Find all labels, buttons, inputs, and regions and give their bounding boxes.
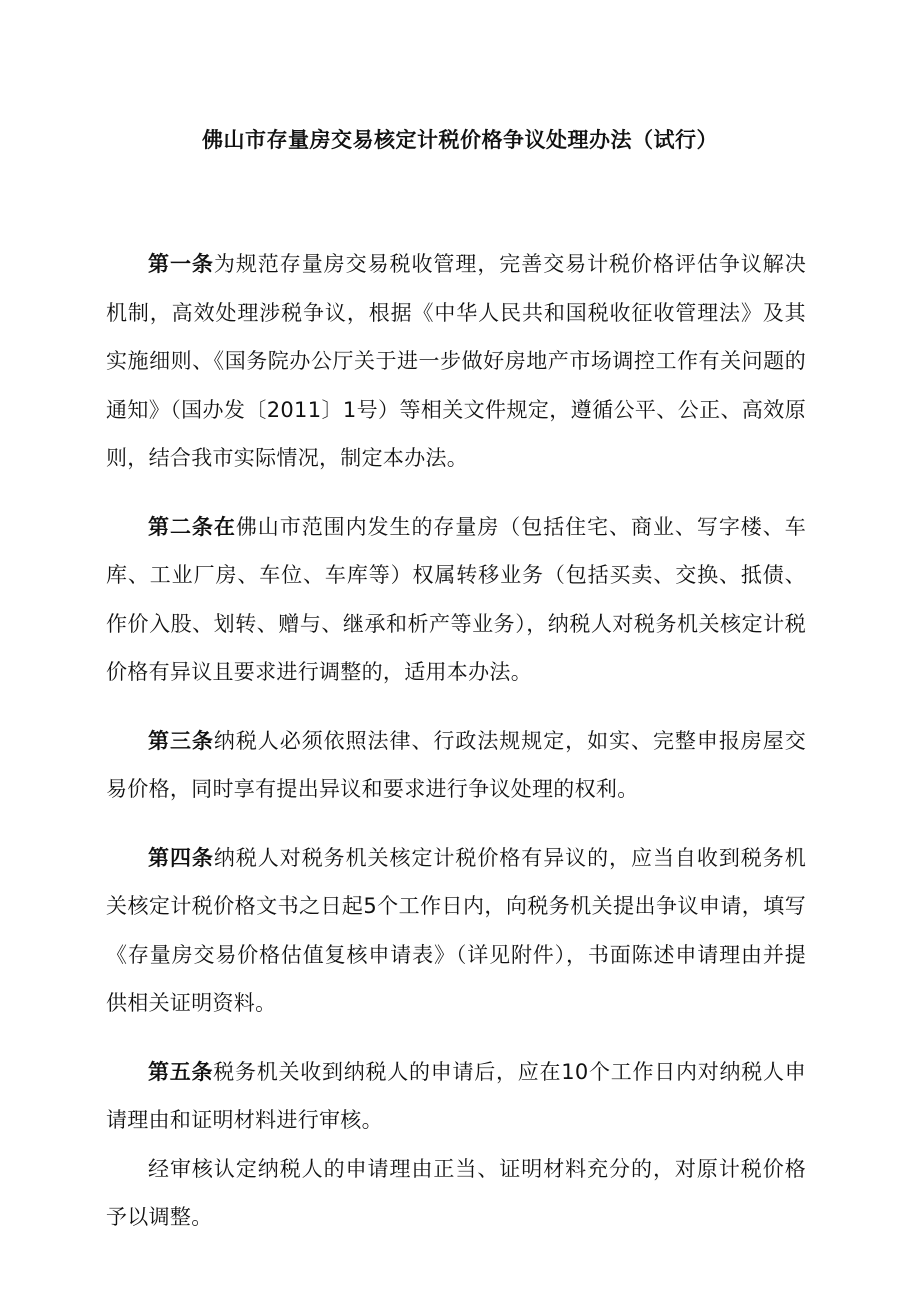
article-3-label: 第三条 (148, 728, 214, 753)
article-2-text: 佛山市范围内发生的存量房（包括住宅、商业、写字楼、车库、工业厂房、车位、车库等）权属转移业务（包括买卖、交换、抵债、作价入股、划转、赠与、继承和析产等业务），纳税人对税务机关核定计税价格有异议且要求进行调整的，适用本办法。 (106, 514, 806, 684)
article-3-text: 纳税人必须依照法律、行政法规规定，如实、完整申报房屋交易价格，同时享有提出异议和要求进行争议处理的权利。 (106, 728, 806, 801)
article-4-label: 第四条 (148, 845, 214, 870)
article-2 (106, 503, 806, 697)
article-4-text: 纳税人对税务机关核定计税价格有异议的，应当自收到税务机关核定计税价格文书之日起5个工作日内，向税务机关提出争议申请，填写《存量房交易价格估值复核申请表》（详见附件），书面陈述申请理由并提供相关证明资料。 (106, 845, 806, 1015)
article-1-text: 为规范存量房交易税收管理，完善交易计税价格评估争议解决机制，高效处理涉税争议，根据《中华人民共和国税收征收管理法》及其实施细则、《国务院办公厅关于进一步做好房地产市场调控工作有关问题的通知》（国办发〔2011〕1号）等相关文件规定，遵循公平、公正、高效原则，结合我市实际情况，制定本办法。 (106, 252, 806, 470)
article-1 (106, 240, 806, 483)
document-title: 佛山市存量房交易核定计税价格争议处理办法（试行） (202, 128, 718, 152)
article-3 (106, 717, 806, 814)
article-4 (106, 834, 806, 1028)
article-1-label: 第一条 (148, 252, 214, 276)
article-2-label: 第二条在 (148, 514, 236, 539)
article-5-label: 第五条 (148, 1059, 214, 1084)
document-body (106, 240, 806, 1262)
follow-paragraph: 经审核认定纳税人的申请理由正当、证明材料充分的，对原计税价格予以调整。 (106, 1156, 806, 1229)
article-5-text: 税务机关收到纳税人的申请后，应在10个工作日内对纳税人申请理由和证明材料进行审核。 (106, 1059, 806, 1132)
article-5 (106, 1048, 806, 1145)
